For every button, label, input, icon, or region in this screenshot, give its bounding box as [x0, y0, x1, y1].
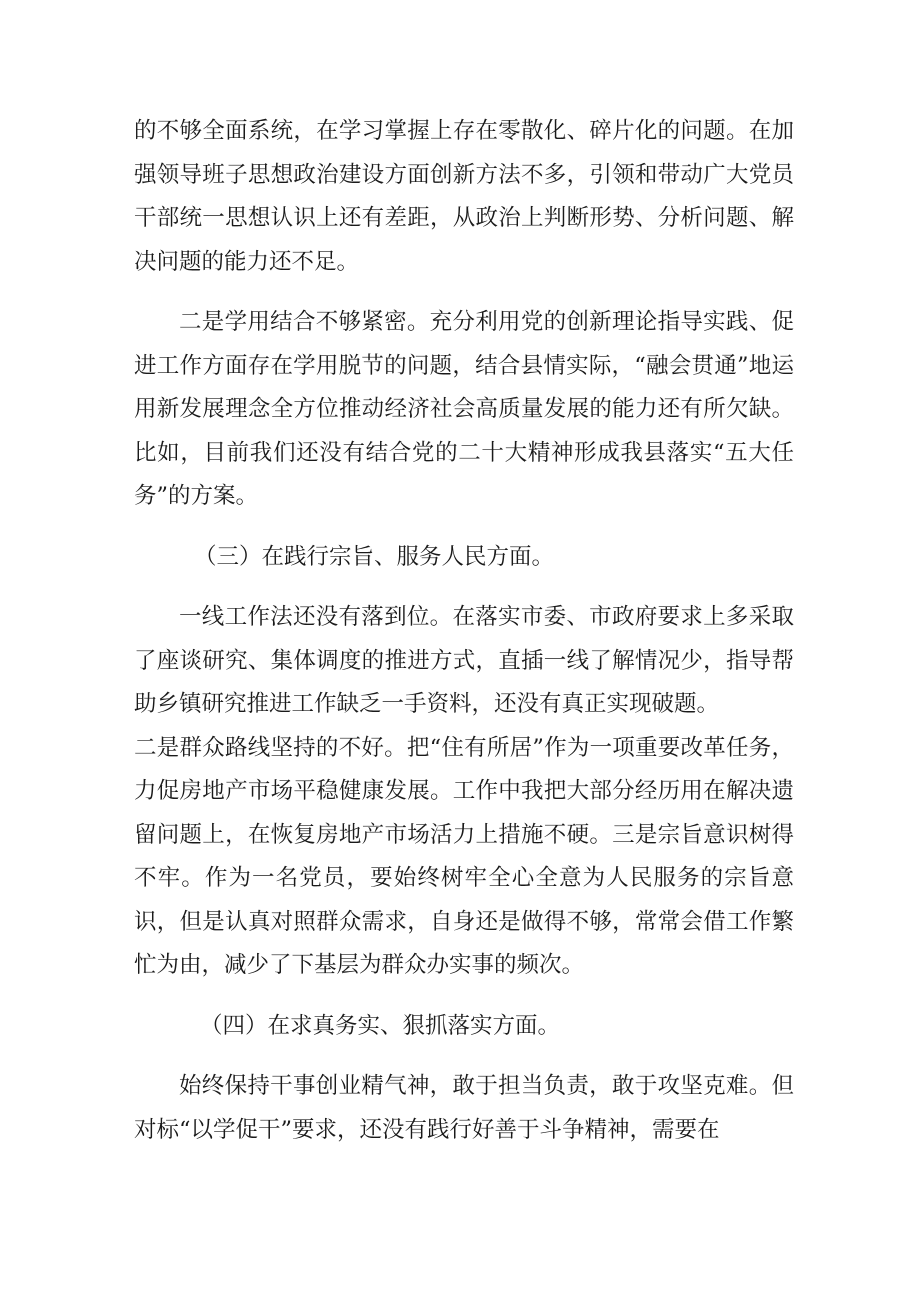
section-heading-4: （四）在求真务实、狠抓落实方面。 [200, 1012, 561, 1039]
paragraph-mass-line: 二是群众路线坚持的不好。把“住有所居”作为一项重要改革任务，力促房地产市场平稳健康发展。工作中我把大部分经历用在解决遗留问题上，在恢复房地产市场活力上措施不硬。三是宗旨意识树得不牢。作为一名党员，要始终树牢全心全意为人民服务的宗旨意识，但是认真对照群众需求，自身还是做得不够，常常会借工作繁忙为由，减少了下基层为群众办实事的频次。 [134, 734, 794, 978]
paragraph-pragmatic: 始终保持干事创业精气神，敢于担当负责，敢于攻坚克难。但对标“以学促干”要求，还没有践行好善于斗争精神，需要在 [134, 1073, 794, 1143]
paragraph-study-application: 二是学用结合不够紧密。充分利用党的创新理论指导实践、促进工作方面存在学用脱节的问题，结合县情实际，“融会贯通”地运用新发展理念全方位推动经济社会高质量发展的能力还有所欠缺。比如，目前我们还没有结合党的二十大精神形成我县落实“五大任务”的方案。 [134, 309, 794, 509]
section-heading-3: （三）在践行宗旨、服务人民方面。 [194, 543, 555, 570]
paragraph-continuation: 的不够全面系统，在学习掌握上存在零散化、碎片化的问题。在加强领导班子思想政治建设方面创新方法不多，引领和带动广大党员干部统一思想认识上还有差距，从政治上判断形势、分析问题、解决问题的能力还不足。 [134, 118, 794, 275]
paragraph-frontline-work: 一线工作法还没有落到位。在落实市委、市政府要求上多采取了座谈研究、集体调度的推进方式，直插一线了解情况少，指导帮助乡镇研究推进工作缺乏一手资料，还没有真正实现破题。 [134, 604, 794, 717]
document-body [134, 110, 794, 1169]
